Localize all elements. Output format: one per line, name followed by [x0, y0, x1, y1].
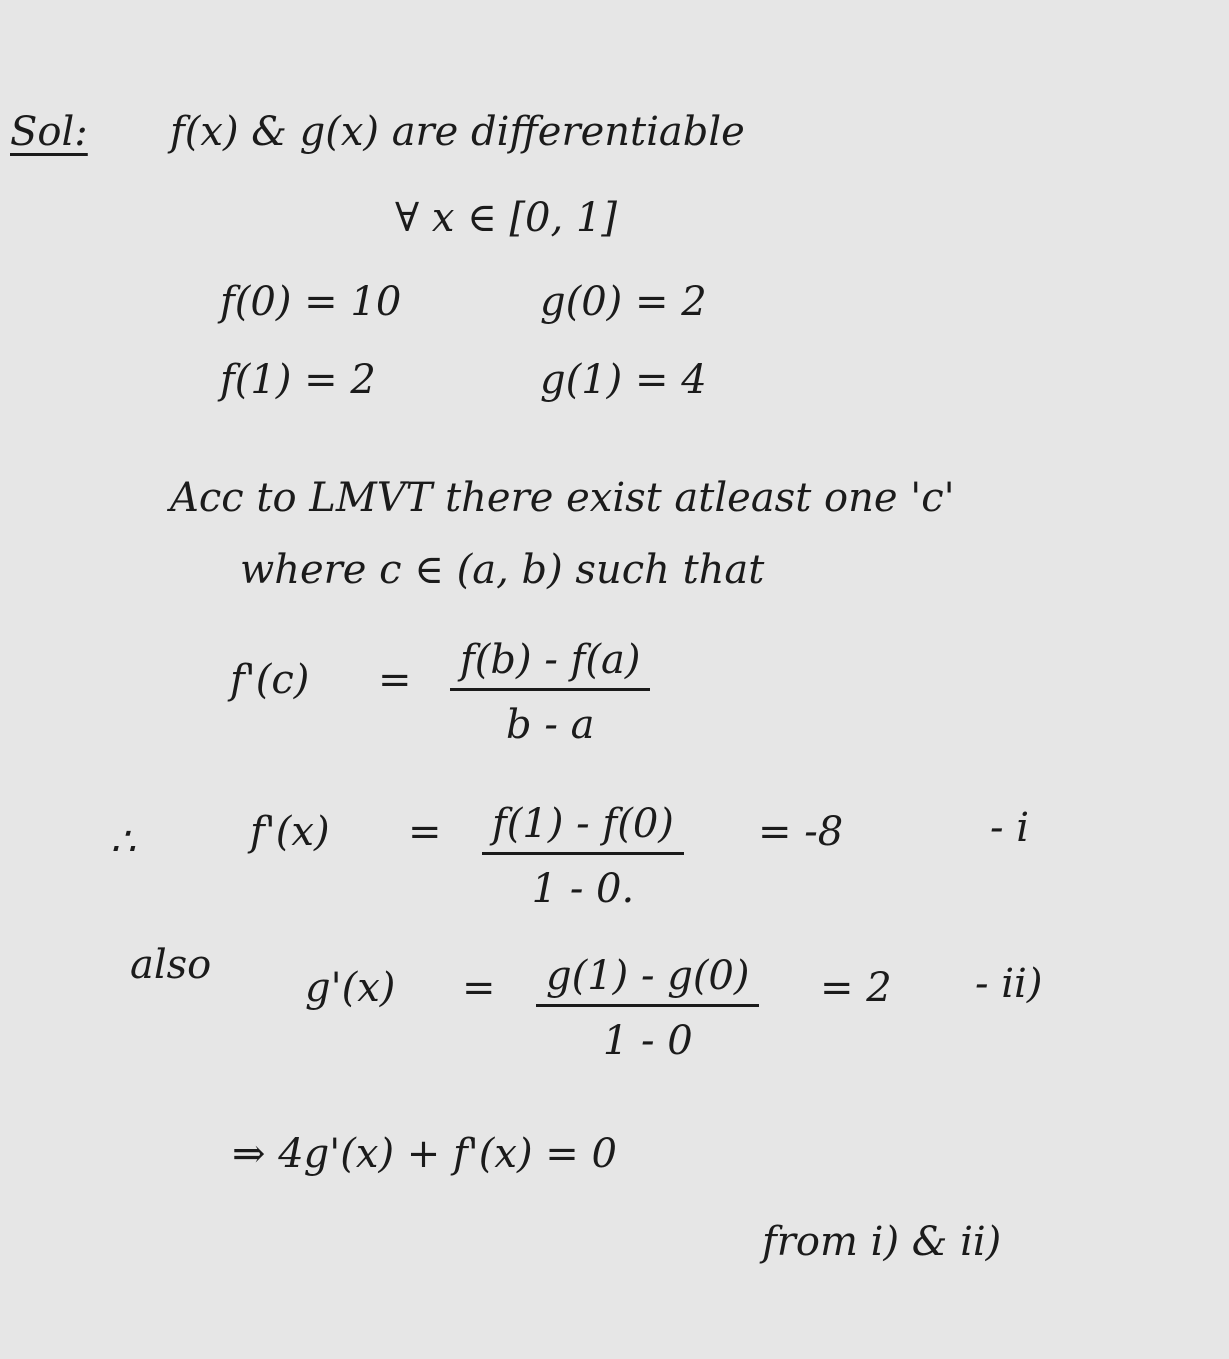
step2-denominator: 1 - 0	[602, 1018, 693, 1064]
step1-fraction	[482, 801, 684, 912]
from-reference: from i) & ii)	[762, 1219, 1002, 1265]
lmvt-condition: where c ∈ (a, b) such that	[240, 547, 765, 593]
step1-numerator: f(1) - f(0)	[482, 804, 684, 855]
given-g1: g(1) = 4	[540, 357, 707, 403]
differentiable-statement: f(x) & g(x) are differentiable	[170, 109, 745, 155]
step2-numerator: g(1) - g(0)	[536, 956, 759, 1007]
step2-equals: =	[462, 965, 496, 1011]
solution-label: Sol:	[10, 109, 88, 155]
step2-result: = 2	[820, 965, 892, 1011]
formula-numerator: f(b) - f(a)	[450, 640, 650, 691]
therefore-symbol: ∴	[110, 819, 136, 865]
conclusion-equation: ⇒ 4g'(x) + f'(x) = 0	[232, 1131, 617, 1177]
given-g0: g(0) = 2	[540, 279, 707, 325]
domain-statement: ∀ x ∈ [0, 1]	[395, 195, 617, 241]
also-word: also	[130, 942, 212, 988]
formula-equals: =	[378, 657, 412, 703]
formula-lhs: f'(c)	[230, 657, 310, 703]
step1-denominator: 1 - 0.	[531, 866, 635, 912]
given-f0: f(0) = 10	[220, 279, 402, 325]
formula-denominator: b - a	[506, 702, 595, 748]
step2-lhs: g'(x)	[305, 965, 396, 1011]
step1-lhs: f'(x)	[250, 809, 330, 855]
step2-fraction	[536, 953, 759, 1064]
lmvt-statement: Acc to LMVT there exist atleast one 'c'	[170, 475, 955, 521]
step1-result: = -8	[758, 809, 844, 855]
step2-tag: - ii)	[975, 961, 1043, 1007]
step1-tag: - i	[990, 805, 1030, 851]
formula-fraction	[450, 637, 650, 748]
given-f1: f(1) = 2	[220, 357, 376, 403]
step1-equals: =	[408, 809, 442, 855]
